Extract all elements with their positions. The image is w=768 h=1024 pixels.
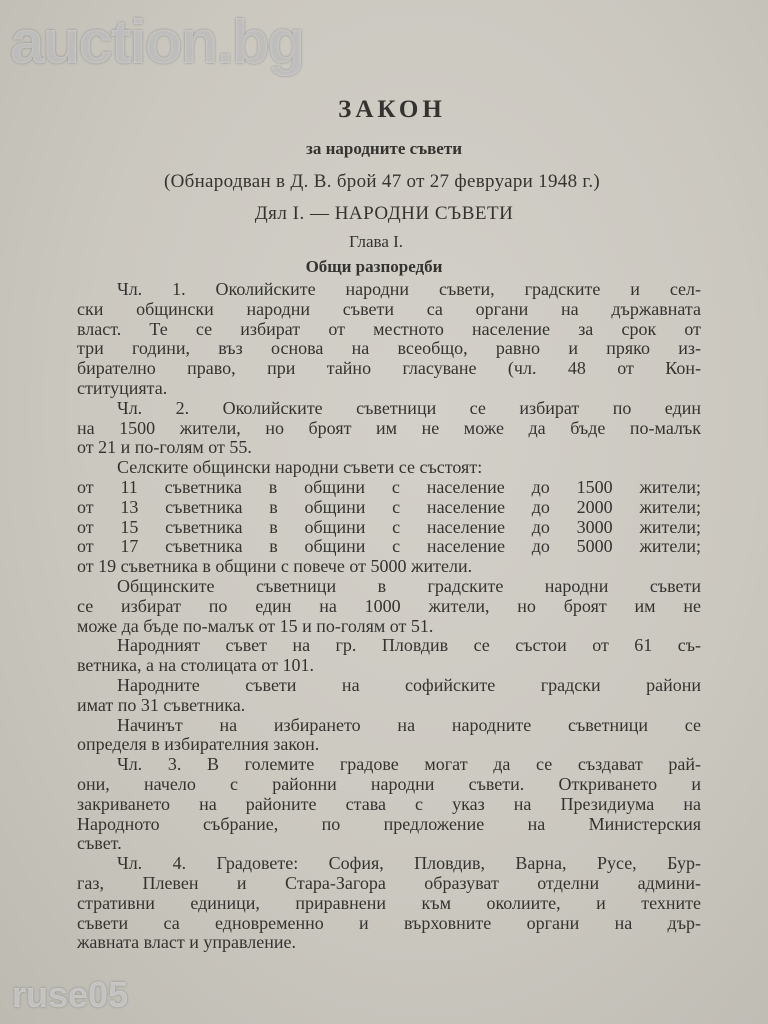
text-line: газ, Плевен и Стара-Загора образуват отделни админи- — [77, 873, 701, 893]
text-line: Общинските съветници в градските народни съвети — [117, 576, 701, 596]
part-heading: Дял I. — НАРОДНИ СЪВЕТИ — [254, 203, 514, 224]
text-line: имат по 31 съветника. — [77, 694, 246, 715]
text-line: бирателно право, при тайно гласуване (чл. 48 от Кон- — [77, 359, 701, 379]
law-title: ЗАКОН — [338, 96, 446, 123]
text-line: Народното събрание, по предложение на Министерския — [77, 814, 701, 834]
text-line: стративни единици, приравнени към околиите, и техните — [77, 893, 701, 913]
text-line: се избират по един на 1000 жители, но броят им не — [77, 596, 701, 616]
section-heading: Общи разпоредби — [305, 257, 443, 276]
text-line: от 21 и по-голям от 55. — [77, 437, 252, 458]
text-line: власт. Те се избират от местното население за срок от — [77, 319, 701, 339]
text-line: Чл. 3. В големите градове могат да се създават рай- — [117, 755, 701, 775]
text-line: от 13 съветника в общини с население до 2000 жители; — [77, 497, 701, 517]
chapter-heading: Глава I. — [348, 232, 404, 251]
text-line: от 15 съветника в общини с население до 3000 жители; — [77, 517, 701, 537]
seller-watermark: ruse05 — [12, 974, 129, 1015]
text-line: на 1500 жители, но броят им не може да бъде по-малък — [77, 418, 701, 438]
law-body-text — [77, 280, 701, 953]
text-line: съвет. — [77, 833, 122, 854]
law-subtitle: за народните съвети — [305, 139, 462, 158]
text-line: определя в избирателния закон. — [77, 734, 320, 755]
text-line: от 19 съветника в общини с повече от 5000 жители. — [77, 556, 473, 577]
text-line: они, начело с районни народни съвети. Откриването и — [77, 774, 701, 794]
text-line: Народният съвет на гр. Пловдив се състои от 61 съ- — [117, 636, 701, 656]
text-line: от 17 съветника в общини с население до 5000 жители; — [77, 537, 701, 557]
text-line: от 11 съветника в общини с население до 1500 жители; — [77, 477, 701, 497]
text-line: съвети са едновременно и върховните органи на дър- — [77, 913, 701, 933]
text-line: може да бъде по-малък от 15 и по-голям от 51. — [77, 615, 434, 636]
text-line: Селските общински народни съвети се състоят: — [117, 457, 483, 478]
text-line: жавната власт и управление. — [77, 932, 296, 953]
auction-watermark-logo: auction.bg — [10, 8, 304, 77]
text-line: ституцията. — [77, 377, 168, 398]
promulgation-note: (Обнародван в Д. В. брой 47 от 27 февруари 1948 г.) — [163, 171, 601, 192]
text-line: Народните съвети на софийските градски райони — [117, 675, 701, 695]
text-line: ветника, а на столицата от 101. — [77, 655, 314, 676]
text-line: Чл. 2. Околийските съветници се избират по един — [117, 398, 701, 418]
text-line: Чл. 1. Околийските народни съвети, градските и сел- — [117, 280, 701, 299]
text-line: три години, въз основа на всеобщо, равно и пряко из- — [77, 339, 701, 359]
text-line: Начинът на избирането на народните съветници се — [117, 715, 701, 735]
text-line: ски общински народни съвети са органи на държавната — [77, 299, 701, 319]
text-line: Чл. 4. Градовете: София, Пловдив, Варна, Русе, Бур- — [117, 854, 701, 874]
text-line: закриването на районите става с указ на Президиума на — [77, 794, 701, 814]
